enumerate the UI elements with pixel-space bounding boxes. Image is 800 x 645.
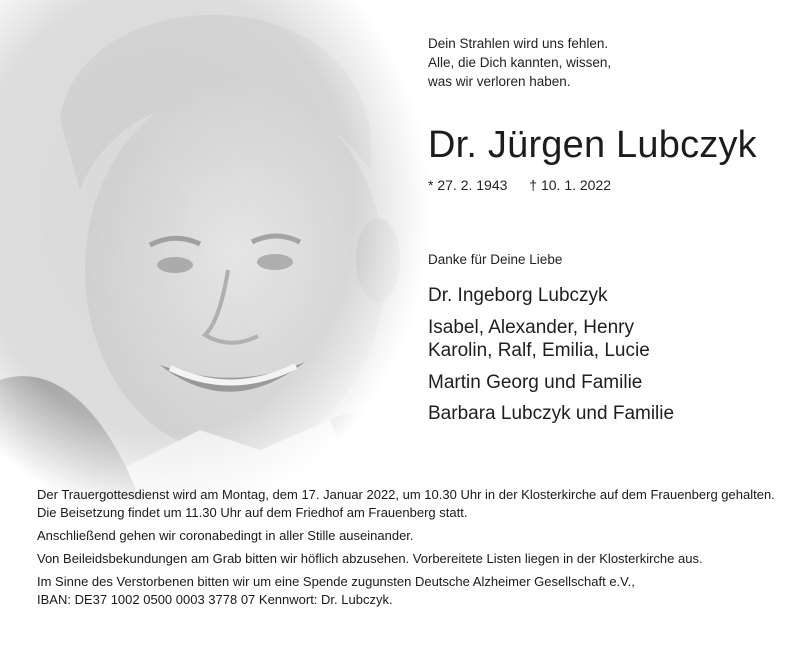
- notice-line: IBAN: DE37 1002 0500 0003 3778 07 Kennwort: Dr. Lubczyk.: [37, 592, 393, 607]
- memorial-quote: [428, 34, 611, 91]
- notice-line: Von Beileidsbekundungen am Grab bitten wir höflich abzusehen. Vorbereitete Listen liegen in der Klosterkirche aus.: [37, 551, 703, 566]
- notice-paragraph: [37, 573, 777, 609]
- quote-line: Alle, die Dich kannten, wissen,: [428, 55, 612, 70]
- life-dates: [428, 176, 611, 194]
- quote-line: was wir verloren haben.: [428, 74, 571, 89]
- quote-line: Dein Strahlen wird uns fehlen.: [428, 36, 609, 51]
- mourner-name: Isabel, Alexander, Henry: [428, 316, 634, 338]
- deceased-name: Dr. Jürgen Lubczyk: [428, 124, 757, 166]
- mourner-name: Karolin, Ralf, Emilia, Lucie: [428, 340, 650, 361]
- death-date: † 10. 1. 2022: [529, 177, 612, 193]
- notice-line: Die Beisetzung findet um 11.30 Uhr auf dem Friedhof am Frauenberg statt.: [37, 505, 468, 520]
- notice-line: Im Sinne des Verstorbenen bitten wir um eine Spende zugunsten Deutsche Alzheimer Gesellschaft e.V.,: [37, 574, 635, 589]
- thanks-line: Danke für Deine Liebe: [428, 252, 563, 267]
- mourner-group: [428, 316, 674, 363]
- notice-line: Der Trauergottesdienst wird am Montag, dem 17. Januar 2022, um 10.30 Uhr in der Klosterkirche auf dem Frauenberg gehalten.: [37, 487, 775, 502]
- birth-date: * 27. 2. 1943: [428, 177, 508, 193]
- notice-paragraph: [37, 527, 777, 545]
- mourner-name: Martin Georg und Familie: [428, 371, 643, 393]
- mourners-list: [428, 284, 674, 434]
- mourner-group: [428, 402, 674, 426]
- notice-paragraph: [37, 486, 777, 522]
- mourner-name: Dr. Ingeborg Lubczyk: [428, 285, 608, 306]
- mourner-group: [428, 284, 674, 308]
- notice-paragraph: [37, 550, 777, 568]
- funeral-notice: [37, 486, 777, 614]
- portrait-photo: [0, 0, 430, 500]
- mourner-name: Barbara Lubczyk und Familie: [428, 403, 675, 424]
- mourner-group: [428, 371, 674, 395]
- notice-line: Anschließend gehen wir coronabedingt in aller Stille auseinander.: [37, 528, 414, 543]
